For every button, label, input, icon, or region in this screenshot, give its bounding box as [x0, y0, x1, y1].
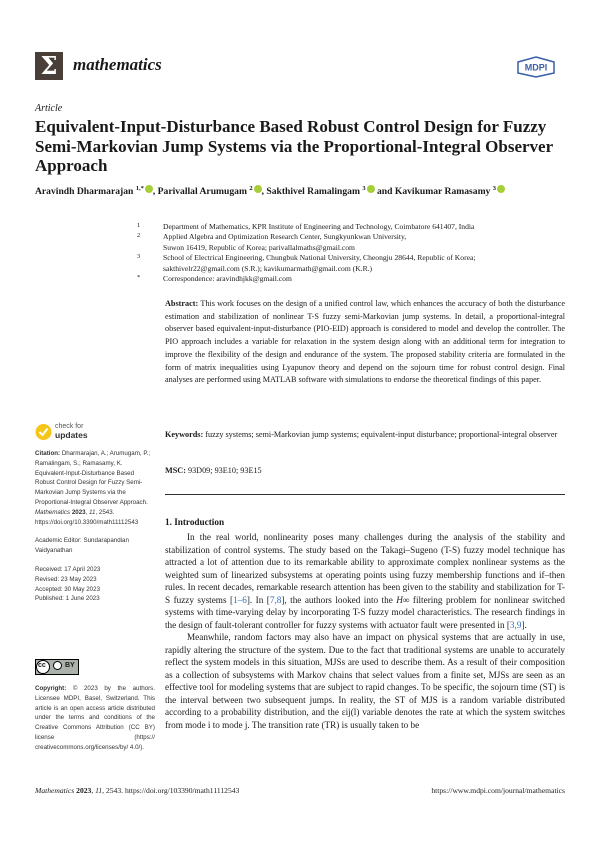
citation-text: Dharmarajan, A.; Arumugam, P.; Ramalingam, S.; Ramasamy, K. Equivalent-Input-Disturbance Based Robust Control Design for Fuzzy Semi-Markovian Jump Systems via the Proportional-Integral Observer Approach. — [35, 450, 151, 506]
author-affiliation-mark: 1,* — [135, 185, 144, 192]
citation-link[interactable]: 1–6 — [233, 594, 247, 605]
citation-volume: 11 — [89, 508, 96, 516]
abstract-label: Abstract: — [165, 299, 199, 308]
author-name: Kavikumar Ramasamy — [394, 186, 493, 198]
affiliation-line: Applied Algebra and Optimization Research Center, Sungkyunkwan University, — [163, 232, 407, 242]
date-published: Published: 1 June 2023 — [35, 595, 100, 603]
citation: Citation: Dharmarajan, A.; Arumugam, P.; Ramalingam, S.; Ramasamy, K. Equivalent-Input-Disturbance Based Robust Control Design for Fuzzy Semi-Markovian Jump Systems via the Proportional-Integral Observer Approach. Mathematics 2023, 11, 2543. https://doi.org/10.3390/math11112543 — [35, 450, 151, 526]
check-updates-icon — [35, 422, 52, 442]
author-list — [35, 185, 575, 197]
cc-license-badge[interactable] — [35, 659, 79, 675]
sidebar-info — [35, 449, 155, 604]
citation-link[interactable]: 7,8 — [269, 594, 282, 605]
author-name: Sakthivel Ramalingam — [266, 186, 363, 198]
cc-icon: cc — [38, 662, 46, 669]
affiliation-line: Department of Mathematics, KPR Institute of Engineering and Technology, Coimbatore 641407, India — [163, 222, 475, 231]
orcid-icon[interactable] — [145, 185, 153, 193]
copyright-label: Copyright: — [35, 685, 67, 692]
paragraph-2: Meanwhile, random factors may also have an impact on physical systems that are actually in use, rapidly altering the structure of the system. Due to the fact that traditional systems are unable to accurately reflect the system models in this situation, MJSs are used to describe them. As a result of their composition as a collection of subsystems with Markov chains that select values from a finite set, MJSs are seen as an effective tool for modeling systems that are subject to rapid changes. To be specific, the sojourn time (ST) is the interval between two subsequent jumps. In reality, the ST of MJS is a random variable distributed according to a probability distribution, and the εij(l) variable denotes the rate at which the system switches from mode i to mode j. The transition rate (TR) is usually taken to be — [165, 632, 565, 730]
body-text: ]. — [521, 619, 527, 630]
affiliation-line: Suwon 16419, Republic of Korea; parivallalmaths@gmail.com — [163, 242, 355, 252]
academic-editor: Academic Editor: Sundarapandian Vaidyanathan — [35, 537, 129, 555]
copyright-text: © 2023 by the authors. Licensee MDPI, Basel, Switzerland. This article is an open access article distributed under the terms and conditions of the Creative Commons Attribution (CC BY) license (https:// creativecommons.org/licenses/by/ 4.0/). — [35, 685, 155, 751]
footer-url[interactable]: https://www.mdpi.com/journal/mathematics — [431, 786, 565, 795]
dates — [35, 565, 155, 604]
page-footer: Mathematics 2023, 11, 2543. https://doi.org/103390/math11112543 https://www.mdpi.com/journal/mathematics — [35, 786, 565, 795]
affiliation-number: * — [137, 274, 141, 282]
affiliation-item — [137, 253, 557, 274]
orcid-icon[interactable] — [497, 185, 505, 193]
author-name: Aravindh Dharmarajan — [35, 186, 136, 198]
msc-text: 93D09; 93E10; 93E15 — [187, 466, 262, 475]
orcid-icon[interactable] — [254, 185, 262, 193]
divider — [165, 494, 565, 495]
date-received: Received: 17 April 2023 — [35, 565, 101, 573]
affiliation-number: 1 — [137, 222, 141, 229]
paper-title: Equivalent-Input-Disturbance Based Robust Control Design for Fuzzy Semi-Markovian Jump Systems via the Proportional-Integral Observer Approach — [35, 117, 553, 175]
journal-logo: Σ — [35, 52, 63, 80]
author-separator: , — [261, 186, 267, 198]
check-updates-line2: updates — [55, 430, 88, 440]
svg-text:MDPI: MDPI — [524, 62, 548, 73]
by-icon: BY — [65, 662, 75, 669]
citation-link[interactable]: 3,9 — [509, 619, 522, 630]
affiliation-item — [137, 222, 557, 232]
msc-codes — [165, 466, 565, 475]
footer-year: 2023 — [76, 786, 92, 795]
article-type: Article — [35, 103, 63, 114]
paragraph-1 — [165, 531, 565, 631]
date-revised: Revised: 23 May 2023 — [35, 575, 97, 583]
copyright — [35, 684, 155, 753]
msc-label: MSC: — [165, 466, 186, 475]
body-text: ]. In [ — [246, 594, 270, 605]
body-text: filtering problem for nonlinear switched systems with time-varying delay by incorporating T-S fuzzy model characteristics. The research findings in the design of fault-tolerant controller for fuzzy systems with actuator fault were presented in [ — [165, 594, 566, 630]
abstract-text: This work focuses on the design of a unified control law, which enhances the accuracy of both the disturbance estimation and stabilization of nonlinear T-S fuzzy semi-Markovian jump systems. In detail, a proportional-integral observer based equivalent-input-disturbance (PIO-EID) approach is considered to model and develop the controller. The PIO approach includes a variable for relaxation in the system design along with an additional term for integration to improve the flexibility of the design and endurance of the system. The proposed stability criteria are formulated in the form of matrix inequalities using Lyapunov theory and depend on the sojourn time for robust control design. Final analyses are performed using MATLAB software with simulations to endorse the theoretical findings of this paper. — [165, 299, 565, 385]
author-name: Parivallal Arumugam — [157, 186, 250, 198]
introduction-body — [165, 531, 565, 731]
body-text: ], the authors looked into the — [281, 594, 397, 605]
author-affiliation-mark: 3 — [492, 185, 497, 192]
affiliation-number: 3 — [137, 253, 141, 261]
abstract — [165, 298, 565, 387]
citation-year: 2023 — [71, 508, 86, 516]
citation-label: Citation: — [35, 450, 61, 457]
check-updates-line1: check for — [55, 423, 84, 430]
author-affiliation-mark: 3 — [362, 185, 366, 192]
citation-journal: Mathematics — [35, 508, 71, 516]
affiliations — [137, 222, 557, 284]
footer-journal: Mathematics — [35, 786, 75, 795]
math-symbol: H∞ — [396, 594, 410, 605]
affiliation-item — [137, 274, 557, 284]
mdpi-logo[interactable] — [516, 56, 556, 78]
check-for-updates-badge[interactable] — [35, 421, 115, 445]
keywords-text: fuzzy systems; semi-Markovian jump systems; equivalent-input disturbance; proportional-integral observer — [205, 430, 558, 439]
body-text: In the real world, nonlinearity poses many challenges during the analysis of the stability and stabilization of control systems. The study based on the Takagi–Sugeno (T-S) fuzzy model technique has attracted a lot of attention due to its remarkable ability to approximate complex nonlinear systems as the weighted sum of linearized subsystems at operating points using fuzzy membership functions and if–then rules. In recent decades, remarkable research attention has been given to the stability and stabilization for T-S fuzzy systems [ — [165, 532, 565, 605]
orcid-icon[interactable] — [367, 185, 375, 193]
keywords-label: Keywords: — [165, 430, 204, 439]
affiliation-line: sakthivelr22@gmail.com (S.R.); kavikumarmath@gmail.com (K.R.) — [163, 263, 373, 273]
author-separator: and — [374, 186, 395, 198]
footer-doi[interactable]: , 2543. https://doi.org/103390/math11112543 — [102, 786, 240, 795]
citation-tail[interactable]: , 2543. https://doi.org/10.3390/math11112543 — [35, 508, 139, 526]
affiliation-line: Correspondence: aravindhjkk@gmail.com — [163, 274, 292, 284]
footer-volume: 11 — [95, 786, 103, 795]
author-affiliation-mark: 2 — [249, 185, 253, 192]
section-heading: 1. Introduction — [165, 517, 225, 527]
person-icon — [53, 661, 62, 670]
keywords — [165, 429, 565, 442]
affiliation-number: 2 — [137, 232, 141, 240]
affiliation-item — [137, 232, 557, 253]
author-separator: , — [152, 186, 158, 198]
journal-name[interactable]: mathematics — [73, 55, 162, 74]
affiliation-line: School of Electrical Engineering, Chungbuk National University, Cheongju 28644, Republic of Korea; — [163, 253, 476, 263]
date-accepted: Accepted: 30 May 2023 — [35, 585, 101, 593]
